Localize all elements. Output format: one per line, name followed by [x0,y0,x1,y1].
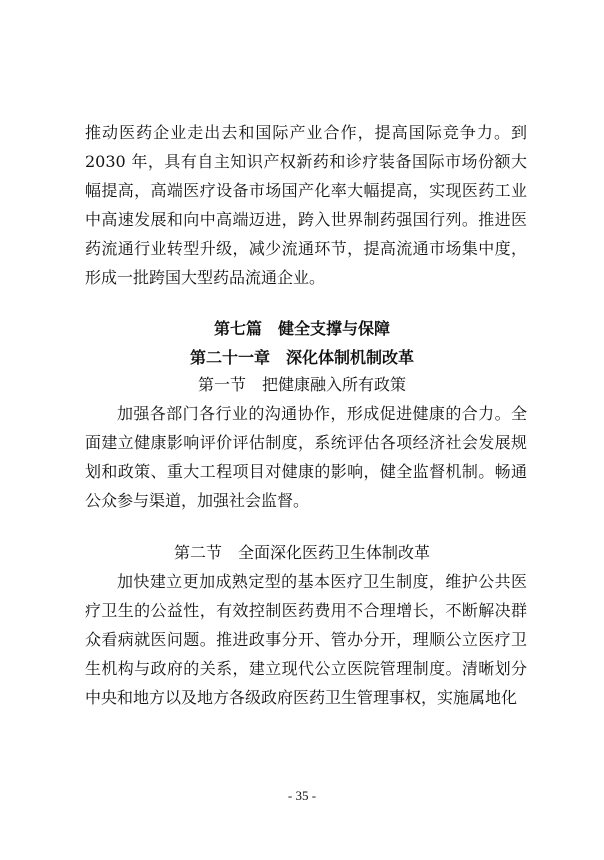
page-number: - 35 - [287,788,317,803]
part-title: 第七篇 健全支撑与保障 [213,319,390,338]
section-1-body: 加强各部门各行业的沟通协作，形成促进健康的合力。全面建立健康影响评价评估制度，系统评估各项经济社会发展规划和政策、重大工程项目对健康的影响，健全监督机制。畅通公众参与渠道，加强社会监督。 [85,404,527,510]
body-paragraph-continued: 推动医药企业走出去和国际产业合作，提高国际竞争力。到 2030 年，具有自主知识产权新药和诊疗装备国际市场份额大幅提高，高端医疗设备市场国产化率大幅提高，实现医药工业中高速发展和向中高端迈进，跨入世界制药强国行列。推进医药流通行业转型升级，减少流通环节，提高流通市场集中度，形成一批跨国大型药品流通企业。 [85,123,527,287]
section-2-body: 加快建立更加成熟定型的基本医疗卫生制度，维护公共医疗卫生的公益性，有效控制医药费用不合理增长，不断解决群众看病就医问题。推进政事分开、管办分开，理顺公立医疗卫生机构与政府的关系，建立现代公立医院管理制度。清晰划分中央和地方以及地方各级政府医药卫生管理事权，实施属地化 [85,572,527,707]
section-1-title: 第一节 把健康融入所有政策 [197,375,406,394]
chapter-title: 第二十一章 深化体制机制改革 [189,348,414,367]
section-2-title: 第二节 全面深化医药卫生体制改革 [173,543,430,562]
